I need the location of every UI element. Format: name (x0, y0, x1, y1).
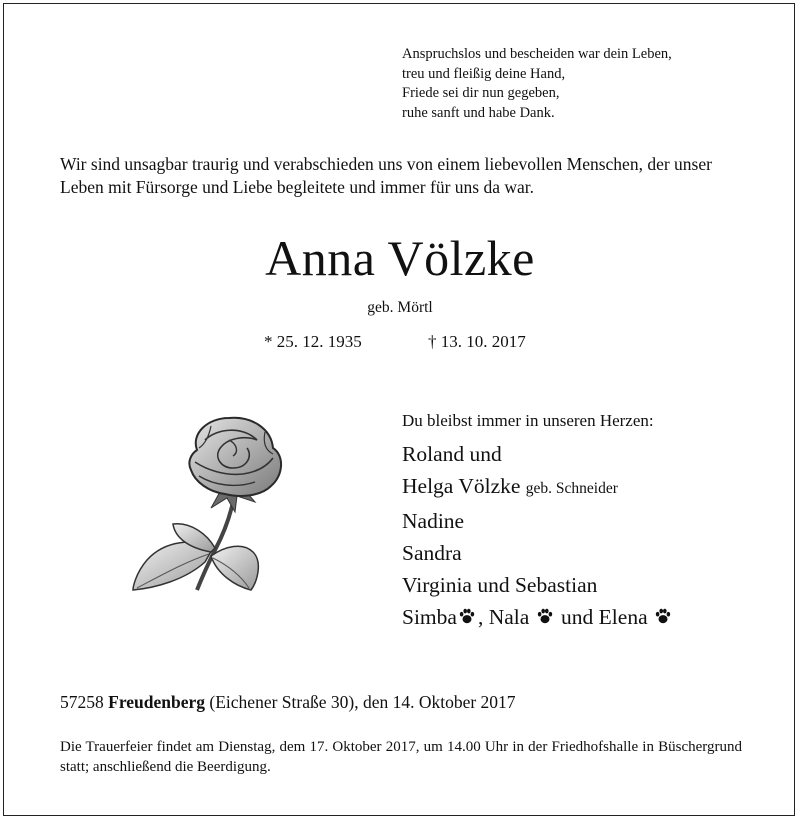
family-member: Virginia und Sebastian (402, 573, 598, 597)
paw-icon (536, 607, 554, 625)
family-member: Sandra (402, 541, 462, 565)
town: Freudenberg (108, 692, 206, 712)
family-member (402, 470, 674, 505)
family-member-note: geb. Schneider (525, 480, 618, 497)
intro-text (60, 153, 750, 198)
poem (402, 45, 672, 123)
death-date: † 13. 10. 2017 (428, 332, 526, 351)
pets-line (402, 601, 674, 633)
place-date (60, 691, 516, 713)
poem-line: Anspruchslos und bescheiden war dein Leben, (402, 46, 672, 62)
maiden-name: geb. Mörtl (367, 299, 433, 316)
address-date: (Eichener Straße 30), den 14. Oktober 2017 (209, 692, 516, 712)
birth-date: * 25. 12. 1935 (264, 332, 362, 351)
postcode: 57258 (60, 692, 104, 712)
rose-icon (125, 410, 305, 620)
poem-line: treu und fleißig deine Hand, (402, 65, 566, 82)
deceased-name: Anna Völzke (265, 230, 535, 286)
poem-line: Friede sei dir nun gegeben, (402, 85, 560, 101)
family-member: Roland und (402, 442, 502, 466)
family-heading: Du bleibst immer in unseren Herzen: (402, 411, 654, 430)
pet-name: Simba (402, 605, 457, 629)
paw-icon (458, 607, 476, 625)
intro-line-1: Wir sind unsagbar traurig und verabschieden uns von einem liebevollen Menschen, der unser (60, 154, 712, 174)
paw-icon (654, 607, 672, 625)
poem-line: ruhe sanft und habe Dank. (402, 104, 555, 121)
pet-name: , Nala (477, 605, 530, 629)
pet-name: und Elena (555, 605, 648, 629)
family-list (402, 410, 674, 633)
ceremony-info: Die Trauerfeier findet am Dienstag, dem 17. Oktober 2017, um 14.00 Uhr in der Friedhofshalle in Büschergrund statt; anschließend die Beerdigung. (60, 739, 742, 775)
intro-line-2: Leben mit Fürsorge und Liebe begleitete und immer für uns da war. (60, 176, 534, 197)
family-member: Nadine (402, 509, 465, 533)
family-member-name: Helga Völzke (402, 474, 521, 498)
